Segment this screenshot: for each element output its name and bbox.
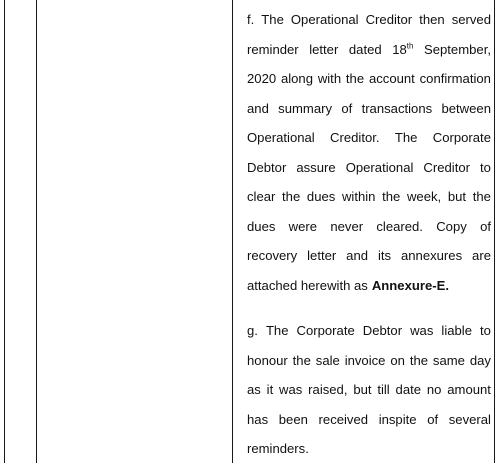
word: Operational — [345, 159, 414, 175]
word: The — [394, 130, 418, 145]
word: the — [282, 189, 301, 204]
table-border-left — [4, 0, 5, 463]
word: annexures — [400, 248, 463, 263]
word: were — [288, 218, 318, 234]
word: Creditor — [423, 159, 470, 175]
word: Debtor — [362, 323, 403, 338]
word: was — [279, 382, 303, 397]
word: dated — [348, 41, 382, 57]
text-line — [247, 123, 491, 153]
word: the — [409, 352, 429, 368]
word: was — [410, 323, 434, 338]
word: on — [390, 352, 405, 368]
word: been — [278, 411, 308, 427]
word: but — [447, 189, 467, 204]
paragraph-f-lines — [247, 5, 491, 271]
table-border-right — [494, 0, 495, 463]
word: of — [341, 100, 353, 116]
word: inspite — [378, 411, 417, 427]
word: September, — [424, 41, 491, 57]
word: liable — [441, 323, 472, 338]
word: Operational — [290, 12, 359, 27]
text-line — [247, 405, 491, 435]
paragraph-g-last-line — [247, 434, 491, 464]
word: to — [480, 159, 491, 175]
word: summary — [278, 100, 333, 116]
word: The — [261, 12, 284, 27]
word: between — [441, 100, 491, 116]
paragraph-f-last-text: attached herewith as — [247, 277, 368, 293]
word: honour — [247, 352, 288, 368]
word: recovery — [247, 248, 298, 263]
word: raised, — [308, 382, 348, 397]
word: 2020 — [247, 71, 277, 86]
word: the — [292, 352, 311, 368]
word: but — [353, 382, 372, 397]
word: with — [317, 71, 342, 86]
word: as — [247, 382, 261, 397]
word: are — [472, 248, 491, 263]
table-border-column-1 — [36, 0, 37, 463]
text-line — [247, 5, 491, 35]
word: no — [426, 382, 442, 397]
text-line — [247, 35, 491, 65]
word: Corporate — [296, 323, 355, 338]
word: account — [368, 71, 415, 86]
word: Debtor — [247, 159, 287, 175]
text-line — [247, 375, 491, 405]
word: 18th — [392, 41, 414, 57]
paragraph-f — [247, 5, 491, 300]
table-border-column-2 — [232, 0, 233, 463]
word: day — [469, 352, 491, 368]
text-line — [247, 346, 491, 376]
annexure-reference: Annexure-E. — [371, 277, 449, 293]
word: the — [472, 189, 491, 204]
word: transactions — [361, 100, 433, 116]
text-line — [247, 241, 491, 271]
word: Operational — [247, 130, 315, 145]
word: date — [395, 382, 422, 397]
text-line — [247, 94, 491, 124]
word: Copy — [436, 218, 467, 234]
word: till — [377, 382, 390, 397]
word: of — [480, 218, 491, 234]
word: letter — [307, 248, 337, 263]
word: Creditor — [365, 12, 413, 27]
word: dues — [247, 218, 276, 234]
text-line — [247, 212, 491, 242]
word: invoice — [344, 352, 386, 368]
paragraph-g-lines — [247, 316, 491, 434]
word: assure — [296, 159, 336, 175]
word: confirmation — [419, 71, 491, 86]
word: The — [265, 323, 289, 338]
word: received — [318, 411, 369, 427]
text-line — [247, 64, 491, 94]
word: within — [341, 189, 376, 204]
word: clear — [247, 189, 276, 204]
word: week, — [406, 189, 442, 204]
word: amount — [447, 382, 491, 397]
word: the — [345, 71, 365, 86]
word: f. — [247, 12, 255, 27]
word: served — [451, 12, 491, 27]
word: the — [382, 189, 401, 204]
word: g. — [247, 323, 258, 338]
word: several — [448, 411, 491, 427]
text-line — [247, 182, 491, 212]
word: Creditor. — [330, 130, 380, 145]
date-suffix: th — [406, 41, 414, 51]
word: along — [280, 71, 313, 86]
word: has — [247, 411, 269, 427]
word: its — [377, 248, 392, 263]
word: and — [247, 100, 269, 116]
word: letter — [309, 41, 339, 57]
word: cleared. — [376, 218, 423, 234]
paragraph-g-last-text: reminders. — [247, 441, 309, 456]
paragraph-g — [247, 316, 491, 464]
word: of — [427, 411, 439, 427]
word: sale — [315, 352, 340, 368]
word: same — [432, 352, 465, 368]
word: then — [419, 12, 445, 27]
text-line — [247, 153, 491, 183]
paragraph-f-last-line — [247, 271, 491, 301]
word: to — [480, 323, 491, 338]
word: Corporate — [432, 130, 491, 145]
text-line — [247, 316, 491, 346]
word: and — [346, 248, 369, 263]
word: reminder — [247, 41, 299, 57]
word: dues — [306, 189, 336, 204]
word: it — [266, 382, 274, 397]
word: never — [330, 218, 364, 234]
